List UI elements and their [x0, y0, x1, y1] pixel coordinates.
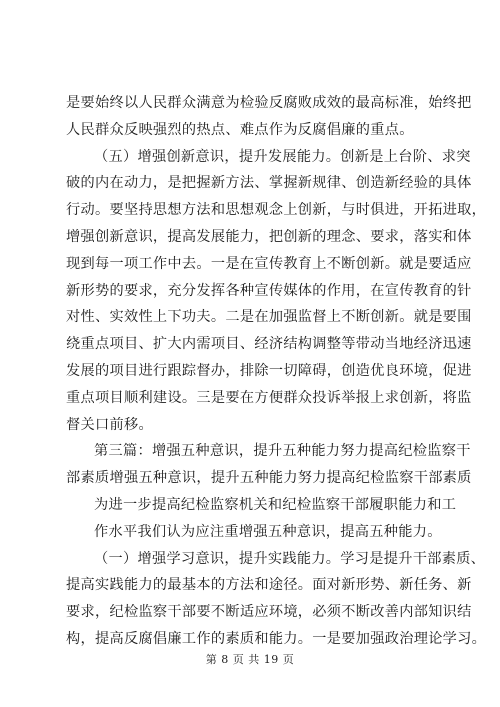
page-number-footer: 第 8 页 共 19 页: [205, 653, 295, 666]
text-line: 要求，纪检监察干部要不断适应环境，必须不断改善内部知识结: [66, 604, 472, 621]
text-line: 绕重点项目、扩大内需项目、经济结构调整等带动当地经济迅速: [66, 336, 472, 353]
text-line: 发展的项目进行跟踪督办，排除一切障碍，创造优良环境，促进: [66, 362, 472, 379]
text-line: 部素质增强五种意识，提升五种能力努力提高纪检监察干部素质: [66, 470, 472, 487]
text-line: 为进一步提高纪检监察机关和纪检监察干部履职能力和工: [94, 496, 457, 513]
document-body: [66, 90, 487, 653]
text-line: 重点项目顺利建设。三是要在方便群众投诉举报上求创新，将监: [66, 389, 472, 406]
text-line: 对性、实效性上下功夫。二是在加强监督上不断创新。就是要围: [66, 309, 472, 326]
text-line: 作水平我们认为应注重增强五种意识，提高五种能力。: [94, 523, 442, 540]
text-line: 提高实践能力的最基本的方法和途径。面对新形势、新任务、新: [66, 577, 472, 594]
text-line: 破的内在动力，是把握新方法、掌握新规律、创造新经验的具体: [66, 175, 472, 192]
section-heading-line: （五）增强创新意识，提升发展能力。创新是上台阶、求突: [94, 148, 471, 165]
section-heading-line: （一）增强学习意识，提升实践能力。学习是提升干部素质、: [94, 550, 486, 567]
chapter-title-line: 第三篇：增强五种意识，提升五种能力努力提高纪检监察干: [94, 443, 471, 460]
text-line: 增强创新意识，提高发展能力，把创新的理念、要求，落实和体: [66, 228, 472, 245]
text-line: 现到每一项工作中去。一是在宣传教育上不断创新。就是要适应: [66, 255, 472, 272]
text-line: 是要始终以人民群众满意为检验反腐败成效的最高标准，始终把: [66, 95, 472, 111]
text-line: 督关口前移。: [66, 416, 153, 433]
text-line: 构，提高反腐倡廉工作的素质和能力。一是要加强政治理论学习。: [66, 630, 487, 647]
text-line: 新形势的要求，充分发挥各种宣传媒体的作用，在宣传教育的针: [66, 282, 472, 299]
text-line: 人民群众反映强烈的热点、难点作为反腐倡廉的重点。: [66, 121, 414, 138]
text-line: 行动。要坚持思想方法和思想观念上创新，与时俱进，开拓进取，: [66, 202, 487, 219]
